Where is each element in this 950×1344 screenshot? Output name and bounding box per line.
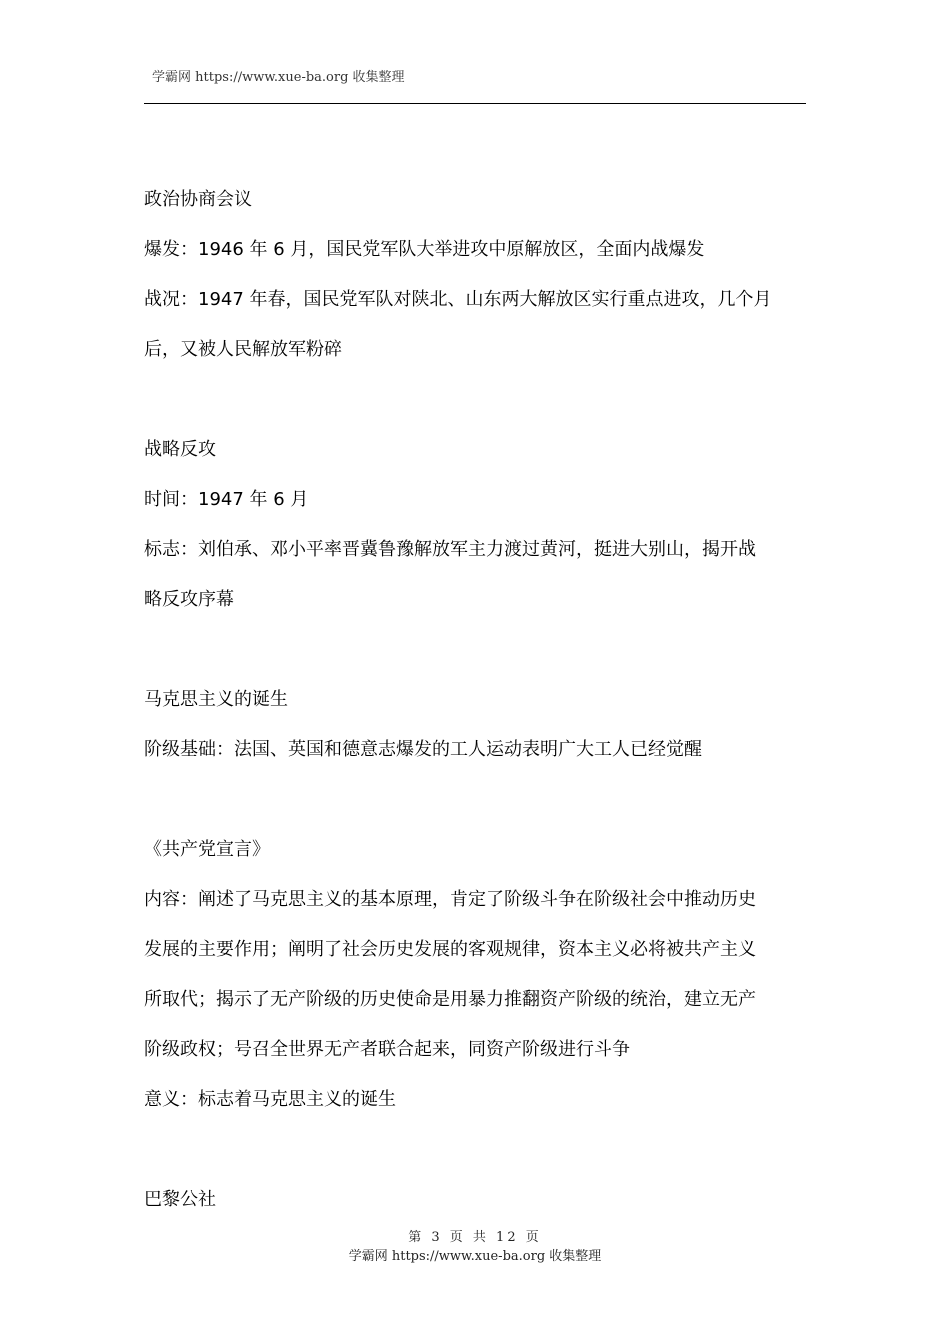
section-gap (144, 1125, 814, 1175)
paragraph-line: 所取代；揭示了无产阶级的历史使命是用暴力推翻资产阶级的统治，建立无产 (144, 989, 756, 1010)
paragraph-line: 后，又被人民解放军粉碎 (144, 339, 342, 360)
paragraph-line: 阶级政权；号召全世界无产者联合起来，同资产阶级进行斗争 (144, 1039, 630, 1060)
section-title: 马克思主义的诞生 (144, 689, 288, 710)
section-title: 《共产党宣言》 (144, 839, 270, 860)
paragraph-line: 发展的主要作用；阐明了社会历史发展的客观规律，资本主义必将被共产主义 (144, 939, 756, 960)
header-divider (144, 103, 806, 104)
footer-source: 学霸网 https://www.xue-ba.org 收集整理 (348, 1249, 602, 1264)
section-title: 战略反攻 (144, 439, 216, 460)
section-title: 政治协商会议 (144, 189, 252, 210)
section-gap (144, 625, 814, 675)
paragraph-line: 战况：1947 年春，国民党军队对陕北、山东两大解放区实行重点进攻，几个月 (144, 289, 772, 310)
page-number: 第 3 页 共 12 页 (408, 1230, 542, 1245)
document-body (144, 175, 814, 1225)
paragraph-line: 略反攻序幕 (144, 589, 234, 610)
page-header: 学霸网 https://www.xue-ba.org 收集整理 (152, 70, 405, 85)
paragraph-line: 阶级基础：法国、英国和德意志爆发的工人运动表明广大工人已经觉醒 (144, 739, 702, 760)
section-gap (144, 375, 814, 425)
paragraph-line: 标志：刘伯承、邓小平率晋冀鲁豫解放军主力渡过黄河，挺进大别山，揭开战 (144, 539, 756, 560)
paragraph-line: 内容：阐述了马克思主义的基本原理，肯定了阶级斗争在阶级社会中推动历史 (144, 889, 756, 910)
section-title: 巴黎公社 (144, 1189, 216, 1210)
paragraph-line: 爆发：1946 年 6 月，国民党军队大举进攻中原解放区，全面内战爆发 (144, 239, 705, 260)
page-footer (0, 1228, 950, 1266)
paragraph-line: 时间：1947 年 6 月 (144, 489, 309, 510)
paragraph-line: 意义：标志着马克思主义的诞生 (144, 1089, 396, 1110)
section-gap (144, 775, 814, 825)
